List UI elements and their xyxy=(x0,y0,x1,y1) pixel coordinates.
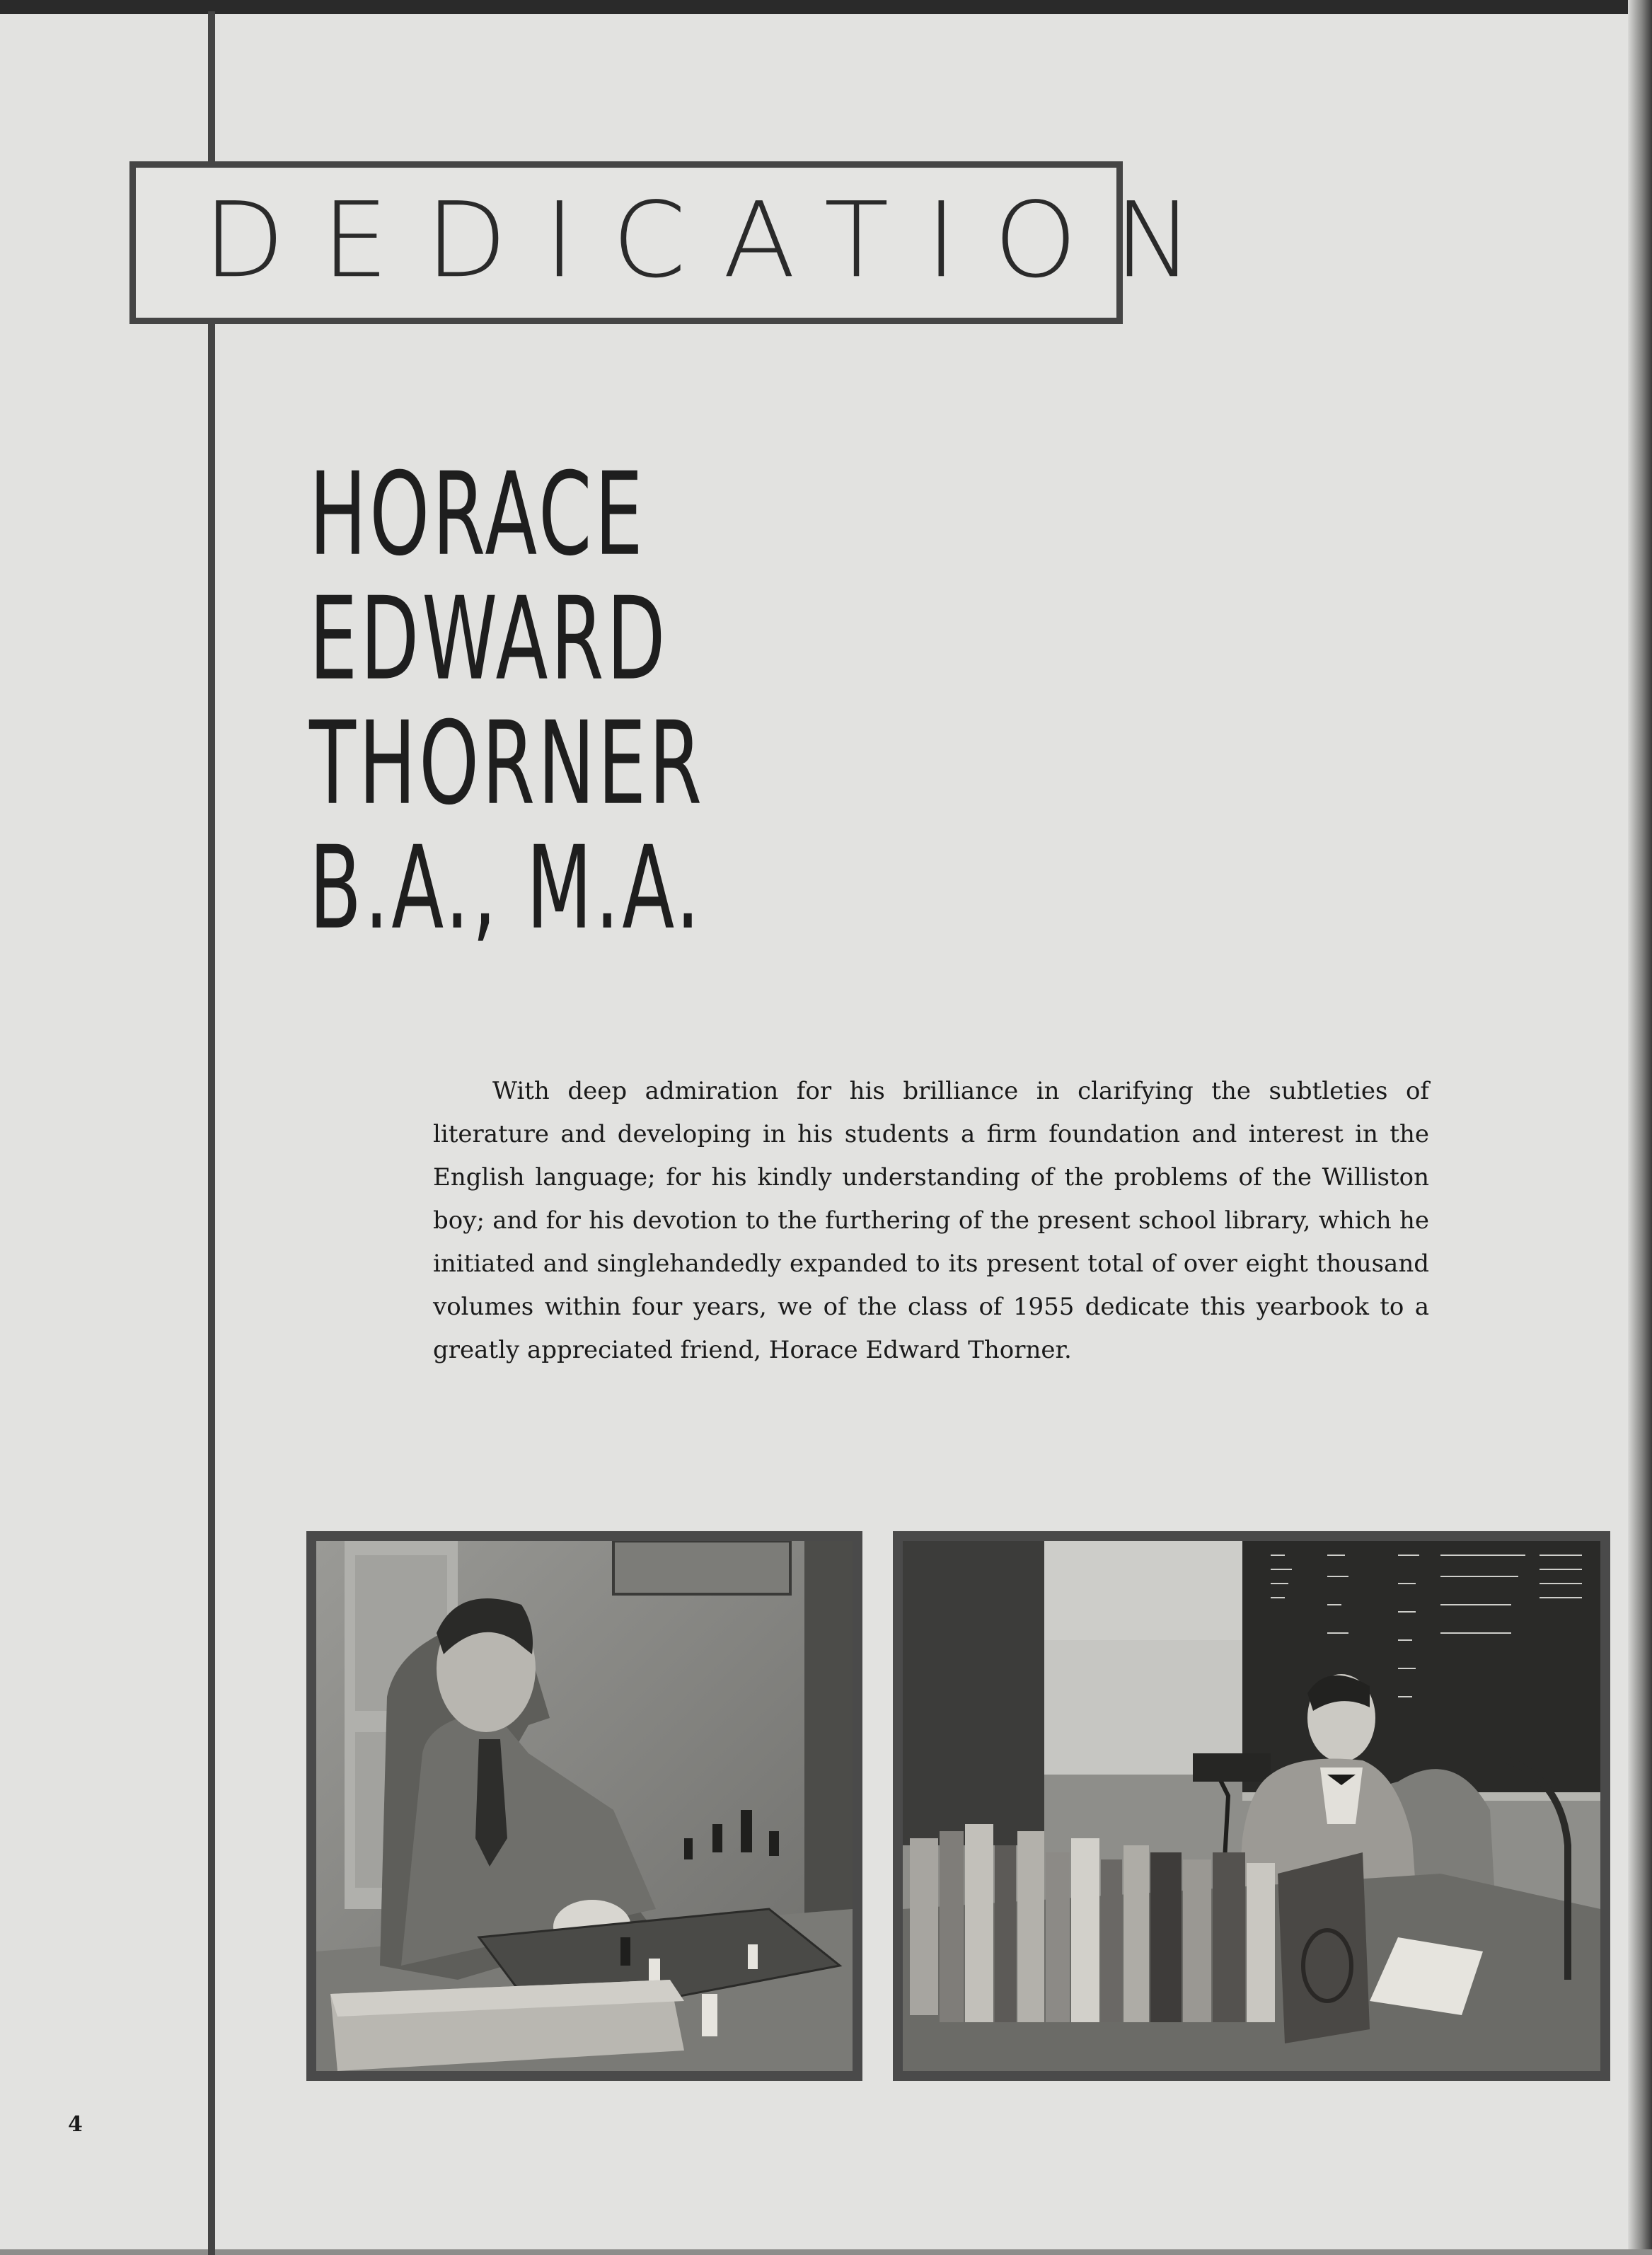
photo-books-classroom xyxy=(893,1531,1610,2081)
margin-rule xyxy=(208,11,215,2255)
section-title-box xyxy=(129,161,1230,324)
section-title: DEDICATION xyxy=(203,180,1230,301)
page-binding-edge xyxy=(1628,0,1652,2255)
page-top-edge xyxy=(0,0,1652,14)
photo-chess xyxy=(306,1531,862,2081)
photo-books-image xyxy=(903,1541,1600,2071)
dedication-paragraph: With deep admiration for his brilliance in clarifying the subtleties of literature and developing in his students a firm foundation and interest in the English language; for his kindly understanding of the problems of the Williston boy; and for his devotion to the furthering of the present school library, which he initiated and singlehandedly expanded to its present total of over eight thousand volumes within four years, we of the class of 1955 dedicate this yearbook to a greatly appreciated friend, Horace Edward Thorner. xyxy=(433,1077,1429,1364)
honoree-degrees: B.A., M.A. xyxy=(309,822,703,955)
page-bottom-edge xyxy=(0,2249,1652,2255)
honoree-name-line: HORACE xyxy=(309,449,646,582)
photo-chess-image xyxy=(316,1541,853,2071)
page-number: 4 xyxy=(68,2112,83,2137)
honoree-name xyxy=(309,432,705,955)
honoree-name-line: EDWARD xyxy=(309,573,669,706)
honoree-name-line: THORNER xyxy=(309,698,705,831)
